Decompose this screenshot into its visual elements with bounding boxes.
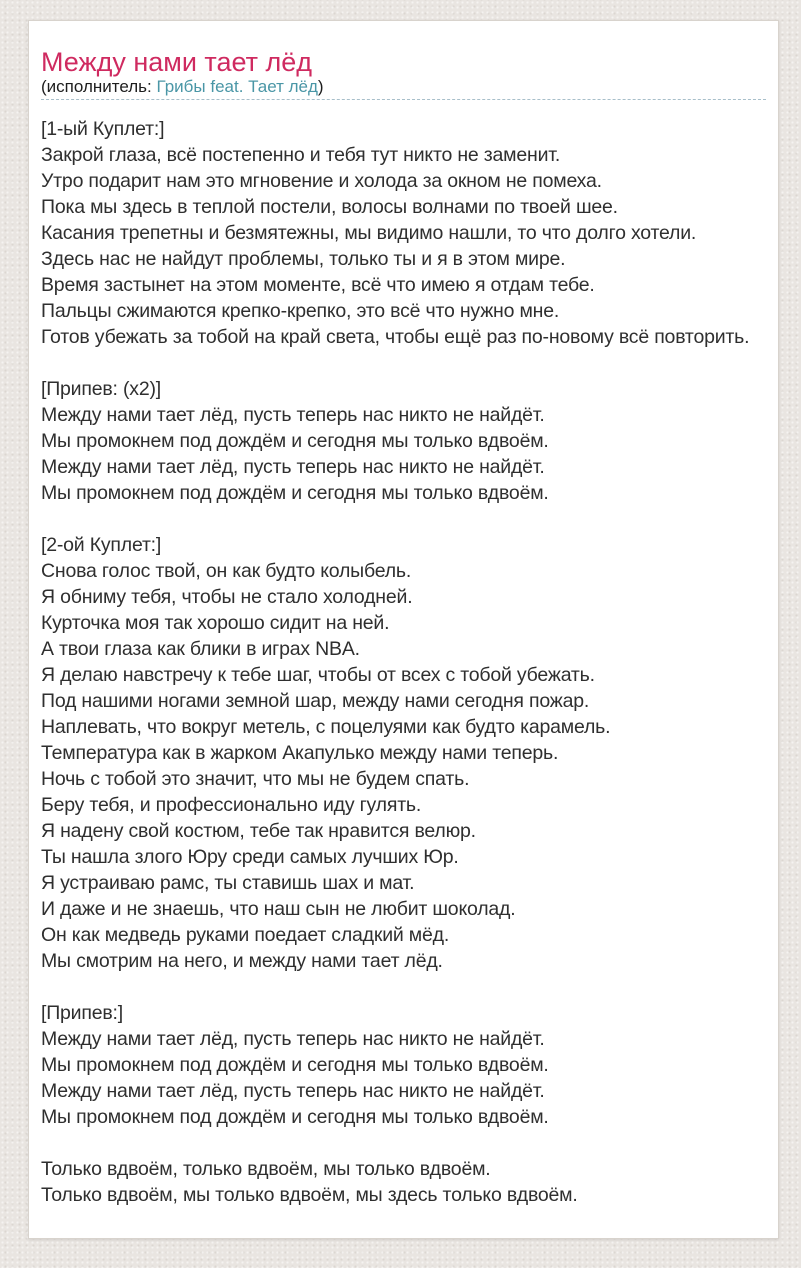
lyric-line: Мы промокнем под дождём и сегодня мы только вдвоём. (41, 430, 549, 452)
lyric-line: Только вдвоём, только вдвоём, мы только вдвоём. (41, 1158, 491, 1180)
lyric-line: Только вдвоём, мы только вдвоём, мы здесь только вдвоём. (41, 1184, 578, 1206)
lyric-line: Снова голос твой, он как будто колыбель. (41, 560, 412, 582)
section-header: [Припев:] (41, 1002, 123, 1024)
lyric-line: Я обниму тебя, чтобы не стало холодней. (41, 586, 413, 608)
lyric-line: Ночь с тобой это значит, что мы не будем спать. (41, 768, 470, 790)
lyric-line: Мы промокнем под дождём и сегодня мы только вдвоём. (41, 1106, 549, 1128)
lyric-line: Пальцы сжимаются крепко-крепко, это всё что нужно мне. (41, 300, 560, 322)
lyrics-section (41, 1000, 766, 1130)
lyric-line: Наплевать, что вокруг метель, с поцелуями как будто карамель. (41, 716, 611, 738)
lyrics-section (41, 532, 766, 974)
lyric-line: Утро подарит нам это мгновение и холода за окном не помеха. (41, 170, 602, 192)
lyric-line: Он как медведь руками поедает сладкий мёд. (41, 924, 450, 946)
lyric-line: Здесь нас не найдут проблемы, только ты и я в этом мире. (41, 248, 566, 270)
lyric-line: Готов убежать за тобой на край света, чтобы ещё раз по-новому всё повторить. (41, 326, 750, 348)
lyric-line: Мы промокнем под дождём и сегодня мы только вдвоём. (41, 482, 549, 504)
lyrics-section (41, 116, 766, 350)
section-header: [2-ой Куплет:] (41, 534, 162, 556)
lyric-line: Пока мы здесь в теплой постели, волосы волнами по твоей шее. (41, 196, 618, 218)
lyric-line: Я делаю навстречу к тебе шаг, чтобы от всех с тобой убежать. (41, 664, 595, 686)
lyric-line: Между нами тает лёд, пусть теперь нас никто не найдёт. (41, 456, 545, 478)
artist-line (41, 76, 766, 100)
lyric-line: И даже и не знаешь, что наш сын не любит шоколад. (41, 898, 516, 920)
artist-link[interactable]: Грибы feat. Тает лёд (156, 77, 318, 96)
lyrics-section (41, 1156, 766, 1208)
lyrics-section (41, 376, 766, 506)
lyric-line: Закрой глаза, всё постепенно и тебя тут никто не заменит. (41, 144, 561, 166)
artist-label: (исполнитель: (41, 77, 157, 96)
lyric-line: Между нами тает лёд, пусть теперь нас никто не найдёт. (41, 1080, 545, 1102)
lyrics (41, 116, 766, 1208)
lyric-line: Время застынет на этом моменте, всё что имею я отдам тебе. (41, 274, 595, 296)
lyrics-card (28, 20, 779, 1239)
lyric-line: Я устраиваю рамс, ты ставишь шах и мат. (41, 872, 415, 894)
artist-line-suffix: ) (317, 77, 324, 96)
lyric-line: А твои глаза как блики в играх NBA. (41, 638, 360, 660)
lyric-line: Я надену свой костюм, тебе так нравится велюр. (41, 820, 476, 842)
lyric-line: Курточка моя так хорошо сидит на ней. (41, 612, 390, 634)
section-header: [Припев: (x2)] (41, 378, 161, 400)
lyric-line: Мы смотрим на него, и между нами тает лёд. (41, 950, 443, 972)
lyric-line: Касания трепетны и безмятежны, мы видимо нашли, то что долго хотели. (41, 222, 697, 244)
lyric-line: Мы промокнем под дождём и сегодня мы только вдвоём. (41, 1054, 549, 1076)
lyric-line: Температура как в жарком Акапулько между нами теперь. (41, 742, 559, 764)
lyric-line: Между нами тает лёд, пусть теперь нас никто не найдёт. (41, 1028, 545, 1050)
page-background (0, 20, 801, 1268)
lyric-line: Под нашими ногами земной шар, между нами сегодня пожар. (41, 690, 590, 712)
lyric-line: Между нами тает лёд, пусть теперь нас никто не найдёт. (41, 404, 545, 426)
lyric-line: Беру тебя, и профессионально иду гулять. (41, 794, 422, 816)
lyric-line: Ты нашла злого Юру среди самых лучших Юр. (41, 846, 459, 868)
song-title: Между нами тает лёд (41, 47, 312, 77)
section-header: [1-ый Куплет:] (41, 118, 165, 140)
